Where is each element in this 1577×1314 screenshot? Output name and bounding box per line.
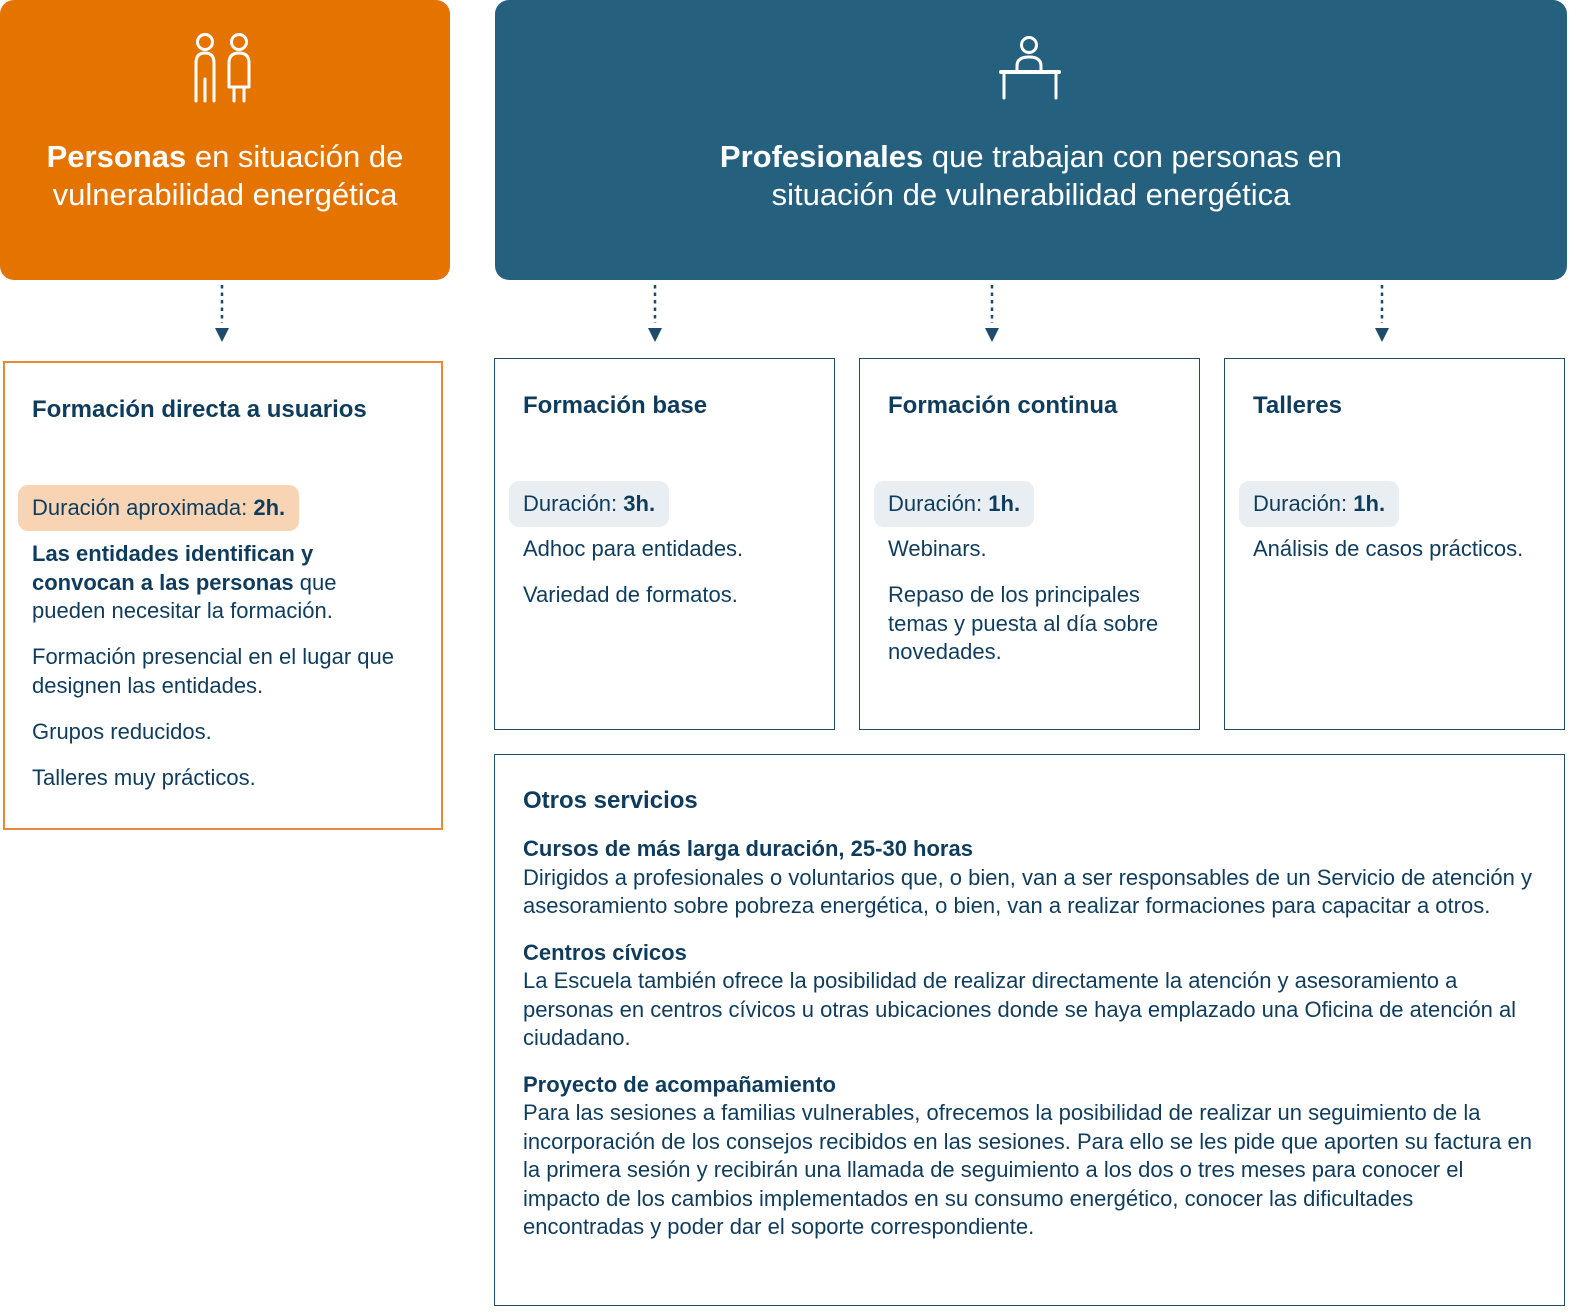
duration-badge: [18, 485, 299, 531]
service-section-title: Proyecto de acompañamiento: [523, 1071, 836, 1097]
service-section-centros: [523, 939, 1534, 1053]
card-formacion-continua: [859, 358, 1200, 730]
list-item: Grupos reducidos.: [32, 718, 212, 744]
otros-servicios-title: Otros servicios: [523, 787, 698, 814]
list-item: Talleres muy prácticos.: [32, 764, 256, 790]
duration-label: Duración:: [1253, 491, 1348, 516]
list-item: Adhoc para entidades.: [523, 536, 744, 561]
service-section-text: Dirigidos a profesionales o voluntarios que, o bien, van a ser responsables de un Servicio de atención y asesoramiento sobre pobreza energética, o bien, van a realizar formaciones para capacitar a otros.: [523, 864, 1532, 918]
duration-badge: [874, 481, 1034, 527]
profesionales-header: [495, 0, 1567, 280]
card-items: [523, 535, 816, 610]
personas-header-rest: en situación de vulnerabilidad energética: [52, 139, 404, 212]
arrow-down-icon: [647, 283, 663, 345]
person-at-desk-icon: [1000, 35, 1060, 101]
card-items: [32, 540, 411, 792]
profesionales-header-title: [681, 138, 1381, 214]
list-item: Variedad de formatos.: [523, 582, 738, 607]
list-item: Formación presencial en el lugar que designen las entidades.: [32, 644, 394, 698]
service-section-text: La Escuela también ofrece la posibilidad de realizar directamente la atención y asesoramiento a personas en centros cívicos u otras ubicaciones donde se haya emplazado una Oficina de atención al ciudadano.: [523, 968, 1517, 1050]
two-persons-icon: [189, 31, 255, 103]
profesionales-header-rest: que trabajan con personas en situación de vulnerabilidad energética: [771, 139, 1343, 212]
service-section-text: Para las sesiones a familias vulnerables, ofrecemos la posibilidad de realizar un seguimiento de la incorporación de los consejos recibidos en las sesiones. Para ello se les pide que aporten su factura en la primera sesión y recibirán una llamada de seguimiento a los dos o tres meses para conocer el impacto de los cambios implementados en su consumo energético, conocer las dificultades encontradas y poder dar el soporte correspondiente.: [523, 1100, 1532, 1239]
card-otros-servicios: [494, 754, 1565, 1306]
arrow-down-icon: [214, 283, 230, 345]
service-section-title: Cursos de más larga duración, 25-30 horas: [523, 836, 973, 861]
card-items: [1253, 535, 1546, 564]
arrow-down-icon: [984, 283, 1000, 345]
duration-value: 2h.: [253, 495, 286, 520]
service-section-title: Centros cívicos: [523, 939, 687, 965]
card-title: Formación directa a usuarios: [32, 396, 367, 423]
arrow-down-icon: [1374, 283, 1390, 345]
duration-value: 1h.: [988, 491, 1021, 516]
card-title: Formación base: [523, 392, 708, 419]
list-item: Repaso de los principales temas y puesta al día sobre novedades.: [888, 582, 1159, 664]
personas-header-title: [25, 138, 425, 214]
card-title: Formación continua: [888, 392, 1118, 419]
service-section-cursos: [523, 835, 1534, 921]
card-title: Talleres: [1253, 392, 1342, 419]
duration-label: Duración:: [888, 491, 983, 516]
duration-value: 3h.: [623, 491, 656, 516]
card-formacion-base: [494, 358, 835, 730]
duration-badge: [509, 481, 669, 527]
duration-value: 1h.: [1353, 491, 1386, 516]
personas-header: [0, 0, 450, 280]
duration-label: Duración aproximada:: [32, 495, 248, 520]
service-section-proyecto: [523, 1071, 1534, 1242]
card-formacion-directa: [3, 361, 443, 830]
list-item: Webinars.: [888, 536, 987, 561]
list-item: Análisis de casos prácticos.: [1253, 536, 1524, 561]
duration-badge: [1239, 481, 1399, 527]
list-item-rest: que pueden necesitar la formación.: [32, 569, 337, 623]
card-talleres: [1224, 358, 1565, 730]
duration-label: Duración:: [523, 491, 618, 516]
personas-header-bold: Personas: [46, 139, 187, 174]
card-items: [888, 535, 1181, 667]
list-item-bold: Las entidades identifican y convocan a las personas: [32, 541, 314, 595]
profesionales-header-bold: Profesionales: [719, 139, 924, 174]
list-item: [32, 540, 411, 626]
